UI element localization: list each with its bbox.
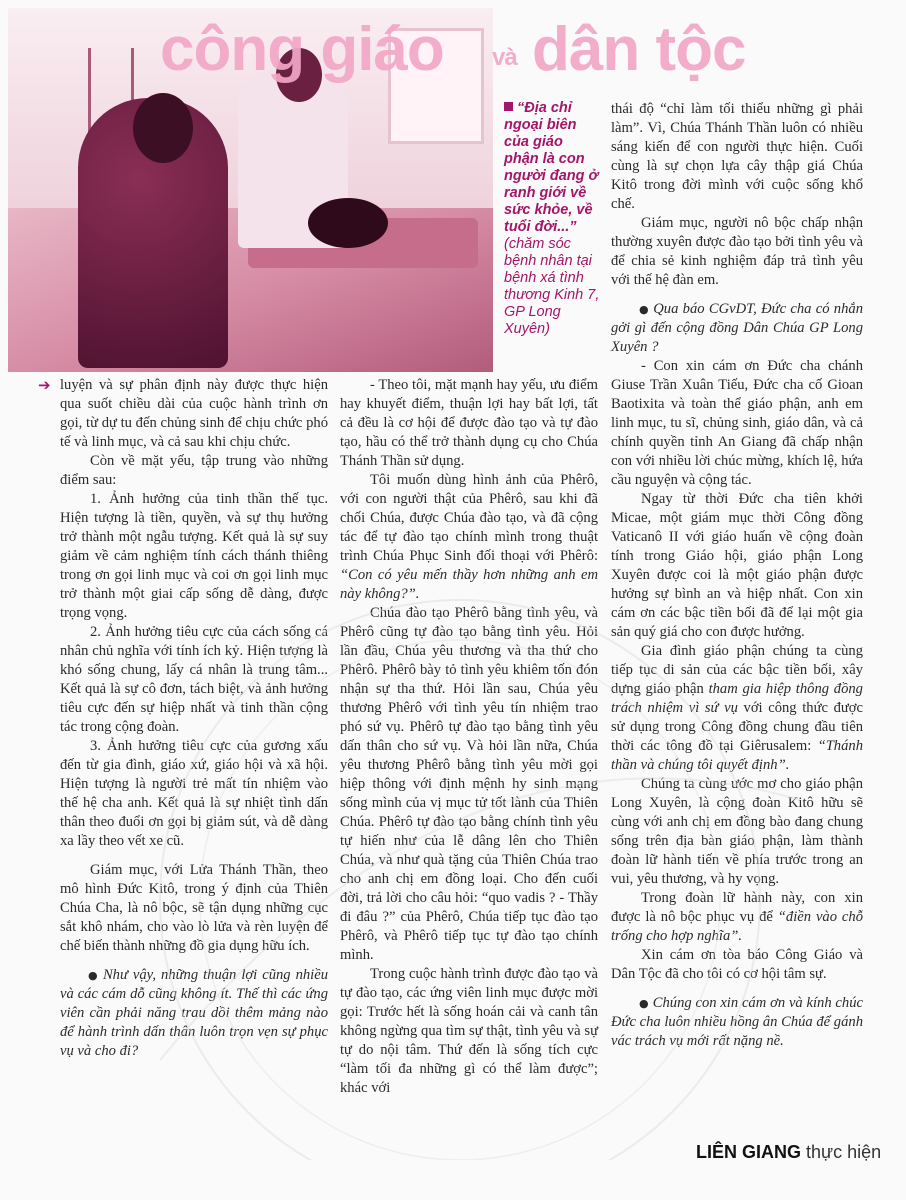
quote-text: “điền vào chỗ trống cho hợp nghĩa”. xyxy=(611,909,864,944)
question-text: Như vậy, những thuận lợi cũng nhiều và các cám dỗ cũng không ít. Thế thì các ứng viên cần phải năng trau dồi thêm mảng nào để hành trình dấn thân luôn trọn vẹn sự phục vụ và cho đi? xyxy=(60,967,328,1059)
paragraph: 2. Ảnh hưởng tiêu cực của cách sống cá nhân chủ nghĩa với tính ích kỷ. Hiện tượng là khó sống chung, lấy cá nhân là trung tâm... Kết quả là sự cô đơn, tách biệt, và ảnh hưởng tiêu cực đến sự hiệp nhất và tinh thần cộng tác trong cộng đoàn. xyxy=(60,624,328,735)
bullet-dot-icon: ● xyxy=(639,997,649,1010)
banner-connector: và xyxy=(492,44,517,71)
paragraph xyxy=(340,471,598,604)
paragraph: 3. Ảnh hưởng tiêu cực của gương xấu đến từ gia đình, giáo xứ, giáo hội và xã hội. Hiện tượng là người trẻ mất tín nhiệm vào thế hệ cha anh. Kết quả là sự nhiệt tình dấn thân theo đuổi ơn gọi bị giảm sút, và dễ dàng xa lầy theo vết xe cũ. xyxy=(60,738,328,849)
paragraph xyxy=(611,642,863,775)
paragraph: Còn về mặt yếu, tập trung vào những điểm sau: xyxy=(60,453,328,488)
quote-text: “Con có yêu mến thầy hơn những anh em này không?”. xyxy=(340,567,598,602)
author-name: LIÊN GIANG xyxy=(696,1142,802,1162)
paragraph: luyện và sự phân định này được thực hiện qua suốt chiều dài của cuộc hành trình ơn gọi, từ dự tu đến chủng sinh để chịu chức phó tế và linh mục, và cả sau khi chịu chức. xyxy=(60,377,328,450)
caption-square-icon xyxy=(504,102,513,111)
section-banner xyxy=(160,14,900,94)
photo-caption xyxy=(504,100,600,338)
bullet-dot-icon: ● xyxy=(88,969,99,982)
paragraph: Xin cám ơn tòa báo Công Giáo và Dân Tộc đã cho tôi có cơ hội tâm sự. xyxy=(611,947,863,982)
paragraph xyxy=(611,889,863,946)
paragraph: Trong cuộc hành trình được đào tạo và tự đào tạo, các ứng viên linh mục được mời gọi: Trước hết là sống hoán cải và canh tân không ngừng qua tìm sự thật, tình yêu và sự tự do nội tâm. Thứ đến là sống tích cực “làm tối đa những gì có thể làm được”; khác với xyxy=(340,966,598,1096)
article-column-1 xyxy=(60,376,328,1061)
paragraph: - Con xin cám ơn Đức cha chánh Giuse Trần Xuân Tiếu, Đức cha cố Gioan Baotixita và toàn thể giáo phận, anh em linh mục, tu sĩ, chủng sinh, giáo dân, và cả chính quyền tỉnh An Giang đã chấp nhận con với nhiều lời chúc mừng, khích lệ, hứa cầu nguyện và cộng tác. xyxy=(611,358,863,488)
paragraph: - Theo tôi, mặt mạnh hay yếu, ưu điểm hay khuyết điểm, thuận lợi hay bất lợi, tất cả đều là cơ hội để được đào tạo và tự đào tạo, hầu có thể trở thành dụng cụ cho Chúa Thánh Thần sử dụng. xyxy=(340,377,598,469)
article-column-3 xyxy=(611,100,863,1051)
article-credit xyxy=(696,1142,881,1163)
quote-text: tham gia hiệp thông đồng trách nhiệm vì sứ vụ xyxy=(611,681,863,716)
quote-text: “Thánh thần và chúng tôi quyết định”. xyxy=(611,738,863,773)
paragraph-text: Gia đình giáo phận chúng ta cùng tiếp tục di sản của các bậc tiền bối, xây dựng giáo phận xyxy=(611,643,863,697)
article-column-2 xyxy=(340,376,598,1098)
paragraph: Chúng ta cùng ước mơ cho giáo phận Long Xuyên, là cộng đoàn Kitô hữu sẽ cùng với anh chị em đồng bào đang chung sống trên địa bàn giáo phận, làm thành đoàn lữ hành tiến về phía trước trong an vui, yêu thương, và hy vọng. xyxy=(611,776,863,887)
paragraph: thái độ “chỉ làm tối thiểu những gì phải làm”. Vì, Chúa Thánh Thần luôn có nhiều sáng kiến để con người thực hiện. Cuối cùng là sự chọn lựa cây thập giá Chúa Kitô trong đời mình với cuộc sống khổ chế. xyxy=(611,101,863,212)
question-text: Chúng con xin cám ơn và kính chúc Đức cha luôn nhiều hồng ân Chúa để gánh vác trách vụ mới rất nặng nề. xyxy=(611,995,863,1049)
interview-question xyxy=(611,994,863,1051)
interview-question xyxy=(611,300,863,357)
caption-quote: “Địa chỉ ngoại biên của giáo phận là con người đang ở ranh giới về sức khỏe, về tuổi đời...” xyxy=(504,100,599,235)
paragraph-text: với công thức được sử dụng trong Công đồng chung đầu tiên thời các tông đồ tại Giêrusalem: xyxy=(611,700,863,754)
paragraph-text: Tôi muốn dùng hình ảnh của Phêrô, với con người thật của Phêrô, sau khi đã chối Chúa, được Chúa đào tạo, và đã cộng tác để tự đào tạo chính mình trong thuật trình Chúa Phục Sinh đối thoại với Phêrô: xyxy=(340,472,598,564)
paragraph: Chúa đào tạo Phêrô bằng tình yêu, và Phêrô cũng tự đào tạo bằng tình yêu. Hỏi lần đầu, Chúa yêu thương và tha thứ cho Phêrô. Phêrô bày tỏ tình yêu khiêm tốn đón nhận sự tha thứ. Hỏi lần sau, Chúa yêu thương Phêrô với tình yêu tín nhiệm trao phó sứ vụ. Phêrô tự đào tạo bằng tình yêu dấn thân cho sứ vụ. Và hỏi lần nữa, Chúa yêu thương Phêrô bằng tình yêu mời gọi hiệp thông với định mệnh hy sinh mạng sống mình của vị mục tử tốt lành của Thiên Chúa. Phêrô tự đào tạo bằng chính tình yêu tự hiến như của lễ dâng lên cho Thiên Chúa, và như quà tặng của Thiên Chúa trao cho anh chị em đồng loại. Cho đến cuối đời, trả lời cho câu hỏi: “quo vadis ? - Thầy đi đâu ?” của Phêrô, Chúa tiếp tục đào tạo Phêrô, và Phêrô tiếp tục tự đào tạo chính mình. xyxy=(340,605,598,963)
banner-word-1: công giáo xyxy=(160,15,444,84)
banner-word-2: dân tộc xyxy=(532,15,746,84)
continuation-arrow-icon: ➔ xyxy=(38,376,51,394)
paragraph: Giám mục, với Lửa Thánh Thần, theo mô hình Đức Kitô, trong ý định của Thiên Chúa Cha, là nô bộc, sẽ tận dụng những cục sắt khô nhám, cho vào lò lửa và rèn luyện để chế biến thành những đồ gia dụng hữu ích. xyxy=(60,862,328,954)
caption-note: (chăm sóc bệnh nhân tại bệnh xá tình thương Kinh 7, GP Long Xuyên) xyxy=(504,236,600,337)
interview-question xyxy=(60,966,328,1061)
bullet-dot-icon: ● xyxy=(639,303,650,316)
author-role: thực hiện xyxy=(801,1142,882,1162)
paragraph: Giám mục, người nô bộc chấp nhận thường xuyên được đào tạo bởi tình yêu và để chia sẻ kinh nghiệm đáp trả tình yêu với thế hệ đàn em. xyxy=(611,215,863,288)
paragraph-text: Trong đoàn lữ hành này, con xin được là nô bộc phục vụ để xyxy=(611,890,863,925)
paragraph: Ngay từ thời Đức cha tiên khởi Micae, một giám mục thời Công đồng Vaticanô II với giáo huấn về cộng đoàn tính trong Giáo hội, giáo phận Long Xuyên được coi là một giáo phận được hưởng sự bình an và hiệp nhất. Con xin cám ơn các bậc tiền bối đã để lại một gia sản quý giá cho con được hưởng. xyxy=(611,491,863,640)
question-text: Qua báo CGvDT, Đức cha có nhắn gởi gì đến cộng đồng Dân Chúa GP Long Xuyên ? xyxy=(611,301,863,355)
paragraph: 1. Ảnh hưởng của tinh thần thế tục. Hiện tượng là tiền, quyền, và sự thụ hưởng trở thành một ngẫu tượng. Kết quả là sự suy giảm về cảm nghiệm tính cách thánh thiêng trong ơn gọi linh mục và coi ơn gọi linh mục trở thành một giai cấp sống dễ dàng, được trọng vọng. xyxy=(60,491,328,621)
